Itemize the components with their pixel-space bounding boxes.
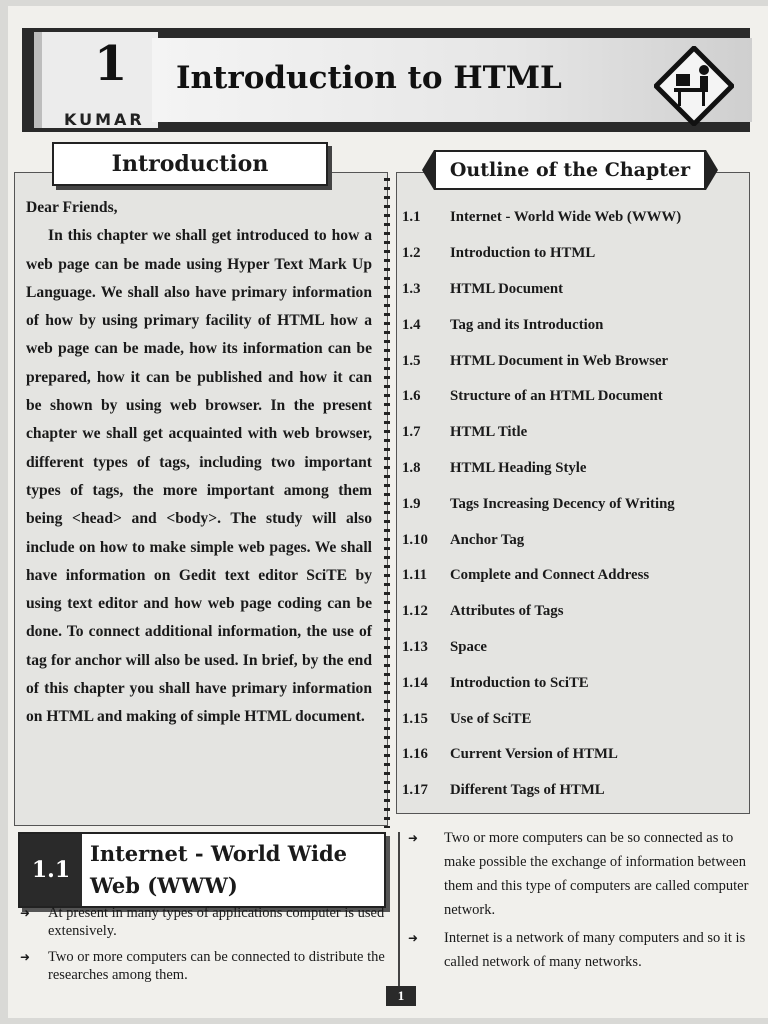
outline-item — [402, 737, 742, 773]
outline-item-number: 1.2 — [402, 245, 421, 262]
outline-item-number: 1.13 — [402, 638, 428, 655]
bullet-item — [404, 826, 760, 922]
outline-item — [402, 236, 742, 272]
bullet-text: Internet is a network of many computers and so it is called network of many networks. — [444, 930, 746, 970]
outline-item-number: 1.12 — [402, 603, 428, 620]
outline-item-number: 1.10 — [402, 531, 428, 548]
chapter-title: Introduction to HTML — [176, 60, 562, 96]
outline-item-label: Internet - World Wide Web (WWW) — [450, 209, 682, 226]
outline-item — [402, 307, 742, 343]
outline-item-label: Introduction to SciTE — [450, 674, 589, 691]
publisher-brand: KUMAR — [64, 110, 145, 129]
outline-item — [402, 415, 742, 451]
outline-item-number: 1.5 — [402, 352, 421, 369]
column-divider — [398, 832, 400, 992]
outline-item — [402, 701, 742, 737]
bullet-text: Two or more computers can be so connected as to make possible the exchange of information between them and this type of computers are called computer network. — [444, 830, 749, 918]
outline-item — [402, 558, 742, 594]
outline-item — [402, 486, 742, 522]
outline-item-label: Introduction to HTML — [450, 245, 596, 262]
outline-item — [402, 522, 742, 558]
chapter-number: 1 — [94, 36, 128, 92]
outline-item-number: 1.8 — [402, 459, 421, 476]
section-number: 1.1 — [20, 834, 82, 906]
outline-item — [402, 630, 742, 666]
section-bullets-right — [404, 826, 760, 978]
outline-item-label: HTML Title — [450, 424, 528, 441]
dotted-divider — [384, 178, 390, 828]
outline-item-number: 1.14 — [402, 674, 428, 691]
outline-item-number: 1.4 — [402, 316, 421, 333]
outline-item — [402, 665, 742, 701]
outline-heading: Outline of the Chapter — [434, 150, 706, 190]
outline-item-label: HTML Document — [450, 280, 564, 297]
outline-item-number: 1.1 — [402, 209, 421, 226]
outline-item-number: 1.16 — [402, 746, 428, 763]
section-title: Internet - World Wide Web (WWW) — [90, 841, 348, 898]
section-bullets-left — [16, 904, 386, 992]
outline-item — [402, 272, 742, 308]
outline-item-number: 1.6 — [402, 388, 421, 405]
bullet-text: At present in many types of applications computer is used extensively. — [48, 905, 385, 939]
section-heading-box — [18, 832, 386, 908]
outline-item-number: 1.17 — [402, 782, 428, 799]
outline-item-number: 1.15 — [402, 710, 428, 727]
outline-item-label: Use of SciTE — [450, 710, 532, 727]
outline-item-label: Complete and Connect Address — [450, 567, 650, 584]
outline-item — [402, 379, 742, 415]
outline-item-label: HTML Document in Web Browser — [450, 352, 669, 369]
outline-item-label: Tag and its Introduction — [450, 316, 604, 333]
outline-item-label: HTML Heading Style — [450, 459, 587, 476]
introduction-heading: Introduction — [52, 142, 328, 186]
outline-item-number: 1.3 — [402, 280, 421, 297]
outline-item-number: 1.11 — [402, 567, 428, 584]
outline-item — [402, 343, 742, 379]
outline-item — [402, 200, 742, 236]
introduction-paragraph: In this chapter we shall get introduced to how a web page can be made using Hyper Text Mark Up Language. We shall also have primary information of how by using primary facility of HTML how a web page can be made, how its information can be prepared, how it can be published and how it can be shown by using web browser. In the present chapter we shall get acquainted with web browser, different types of tags, including two important types of tags, the more important among them being <head> and <body>. The study will also include on how to make simple web pages. We shall have information on Gedit text editor SciTE by using text editor and how web page coding can be done. To connect additional information, the use of tag for anchor will also be used. In brief, by the end of this chapter you shall have primary information on HTML and making of simple HTML document. — [26, 227, 372, 726]
outline-item-label: Current Version of HTML — [450, 746, 618, 763]
outline-item-label: Attributes of Tags — [450, 603, 564, 620]
outline-item — [402, 594, 742, 630]
bullet-text: Two or more computers can be connected to distribute the researches among them. — [48, 949, 385, 983]
arrow-bullet-icon: ➜ — [408, 931, 419, 945]
outline-list — [402, 200, 742, 809]
page-number: 1 — [386, 986, 416, 1006]
introduction-text — [26, 194, 372, 732]
outline-item — [402, 451, 742, 487]
bullet-item — [16, 904, 386, 940]
outline-item-number: 1.9 — [402, 495, 421, 512]
arrow-bullet-icon: ➜ — [408, 831, 419, 845]
outline-item-label: Structure of an HTML Document — [450, 388, 663, 405]
outline-item-label: Different Tags of HTML — [450, 782, 605, 799]
bullet-item — [404, 926, 760, 974]
outline-item-number: 1.7 — [402, 424, 421, 441]
outline-item — [402, 773, 742, 809]
outline-item-label: Space — [450, 638, 487, 655]
bullet-item — [16, 948, 386, 984]
outline-item-label: Anchor Tag — [450, 531, 525, 548]
salutation: Dear Friends, — [26, 199, 118, 216]
computer-desk-icon — [654, 46, 734, 126]
chapter-number-box — [34, 32, 158, 128]
outline-item-label: Tags Increasing Decency of Writing — [450, 495, 675, 512]
arrow-bullet-icon: ➜ — [20, 906, 31, 920]
arrow-bullet-icon: ➜ — [20, 950, 31, 964]
